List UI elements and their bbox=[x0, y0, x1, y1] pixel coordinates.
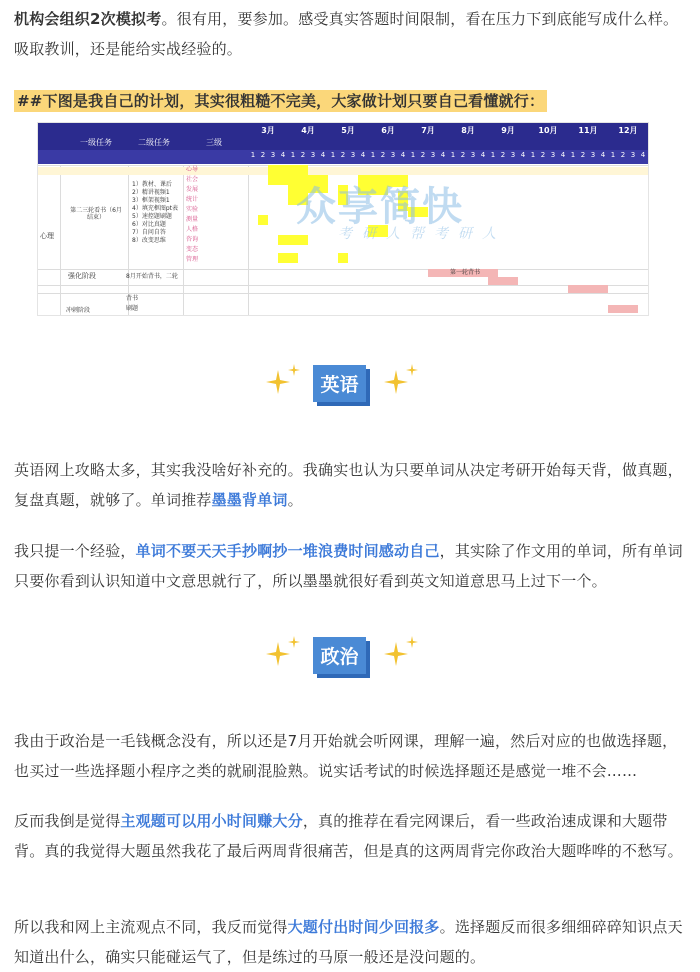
gantt-stage3-item: 背书 bbox=[126, 295, 139, 302]
grid-line bbox=[38, 293, 648, 294]
gantt-month-label: 7月 bbox=[421, 126, 435, 135]
gantt-stage1-name: 第二三轮看书（6月结束） bbox=[70, 207, 122, 221]
english-p1-end: 。 bbox=[287, 491, 303, 509]
gantt-schedule-bar bbox=[568, 285, 608, 293]
intro-paragraph bbox=[14, 4, 684, 64]
plan-heading-text: ##下图是我自己的计划，其实很粗糙不完美，大家做计划只要自己看懂就行： bbox=[14, 90, 547, 112]
gantt-week-label: 2 bbox=[380, 151, 386, 159]
gantt-week-label: 1 bbox=[290, 151, 296, 159]
english-p2-text: 我只提一个经验， bbox=[14, 542, 136, 560]
gantt-week-label: 1 bbox=[330, 151, 336, 159]
gantt-schedule-block bbox=[278, 253, 298, 263]
gantt-week-label: 4 bbox=[360, 151, 366, 159]
grid-line bbox=[248, 165, 249, 315]
study-plan-gantt-image bbox=[37, 122, 649, 316]
gantt-week-label: 3 bbox=[550, 151, 556, 159]
gantt-stage3-name: 冲刺阶段 bbox=[66, 307, 91, 314]
gantt-month-label: 4月 bbox=[301, 126, 315, 135]
gantt-week-label: 3 bbox=[270, 151, 276, 159]
politics-paragraph-2 bbox=[14, 806, 684, 866]
gantt-month-label: 5月 bbox=[341, 126, 355, 135]
gantt-week-label: 1 bbox=[450, 151, 456, 159]
gantt-subject-item: 变态 bbox=[186, 246, 199, 253]
gantt-week-label: 1 bbox=[250, 151, 256, 159]
gantt-month-label: 6月 bbox=[381, 126, 395, 135]
gantt-week-label: 1 bbox=[490, 151, 496, 159]
politics-paragraph-3 bbox=[14, 912, 684, 972]
gantt-top-band bbox=[38, 167, 648, 175]
gantt-subject-item: 发展 bbox=[186, 186, 199, 193]
gantt-stage1-item: 8）改变思维 bbox=[132, 237, 166, 244]
politics-p3-end: 。选择题反而很多细细碎碎知识点天知道出什么，确实只能碰运气了，但是练过的马原一般还是没问题的。 bbox=[14, 918, 683, 966]
gantt-subject-item: 统计 bbox=[186, 196, 199, 203]
gantt-col-level3: 三级 bbox=[206, 138, 222, 147]
section-title-english bbox=[0, 356, 700, 416]
intro-bold: 机构会组织2次模拟考 bbox=[14, 10, 162, 28]
gantt-week-label: 1 bbox=[530, 151, 536, 159]
gantt-week-label: 3 bbox=[630, 151, 636, 159]
grid-line bbox=[38, 165, 648, 166]
watermark-logo-text: 众享简快 bbox=[296, 184, 464, 230]
gantt-week-label: 2 bbox=[540, 151, 546, 159]
gantt-stage1-item: 2）精讲视频1 bbox=[132, 189, 170, 196]
gantt-week-label: 4 bbox=[640, 151, 646, 159]
gantt-week-label: 3 bbox=[590, 151, 596, 159]
gantt-week-label: 4 bbox=[520, 151, 526, 159]
gantt-week-label: 4 bbox=[600, 151, 606, 159]
politics-p3-text: 所以我和网上主流观点不同，我反而觉得 bbox=[14, 918, 288, 936]
gantt-week-label: 2 bbox=[620, 151, 626, 159]
gantt-week-label: 3 bbox=[430, 151, 436, 159]
gantt-month-label: 3月 bbox=[261, 126, 275, 135]
gantt-col-level1: 一级任务 bbox=[80, 138, 112, 147]
english-p1-text: 英语网上攻略太多，其实我没啥好补充的。我确实也认为只要单词从决定考研开始每天背，做真题，复盘真题，就够了。单词推荐 bbox=[14, 461, 683, 509]
gantt-schedule-block bbox=[258, 215, 268, 225]
gantt-stage1-item: 7）自问自答 bbox=[132, 229, 166, 236]
gantt-stage2-name: 强化阶段 bbox=[68, 272, 96, 280]
section-title-politics bbox=[0, 628, 700, 688]
gantt-subject-item: 社会 bbox=[186, 176, 199, 183]
gantt-week-label: 3 bbox=[310, 151, 316, 159]
gantt-week-label: 2 bbox=[260, 151, 266, 159]
gantt-stage3-item: 刷题 bbox=[126, 305, 139, 312]
grid-line bbox=[183, 165, 184, 315]
politics-p2-text: 反而我倒是觉得 bbox=[14, 812, 121, 830]
gantt-week-label: 2 bbox=[500, 151, 506, 159]
gantt-stage1-item: 4）填充框图pt表 bbox=[132, 205, 178, 212]
gantt-subject-item: 测量 bbox=[186, 216, 199, 223]
gantt-week-label: 4 bbox=[280, 151, 286, 159]
politics-p3-highlight: 大题付出时间少回报多 bbox=[287, 918, 440, 936]
grid-line bbox=[38, 269, 648, 270]
intro-rest: 。很有用，要参加。感受真实答题时间限制，看在压力下到底能写成什么样。吸取教训，还是能给实战经验的。 bbox=[14, 10, 679, 58]
gantt-schedule-bar bbox=[608, 305, 638, 313]
grid-line bbox=[38, 285, 648, 286]
gantt-month-label: 8月 bbox=[461, 126, 475, 135]
sparkle-icon bbox=[266, 364, 302, 394]
gantt-week-label: 3 bbox=[510, 151, 516, 159]
grid-line bbox=[60, 165, 61, 315]
grid-line bbox=[128, 165, 129, 315]
plan-heading bbox=[14, 86, 684, 116]
english-paragraph-2 bbox=[14, 536, 684, 596]
gantt-subject-item: 咨询 bbox=[186, 236, 199, 243]
sparkle-icon bbox=[384, 636, 420, 666]
gantt-stage2-bar-label: 第一轮背书 bbox=[450, 269, 481, 276]
gantt-week-label: 3 bbox=[350, 151, 356, 159]
gantt-stage1-item: 5）速控题刷题 bbox=[132, 213, 172, 220]
gantt-schedule-bar bbox=[488, 277, 518, 285]
politics-p2-highlight: 主观题可以用小时间赚大分 bbox=[120, 812, 303, 830]
gantt-week-label: 2 bbox=[580, 151, 586, 159]
english-p2-end: ，其实除了作文用的单词，所有单词只要你看到认识知道中文意思就行了，所以墨墨就很好看到英文知道意思马上过下一个。 bbox=[14, 542, 683, 590]
politics-paragraph-1: 我由于政治是一毛钱概念没有，所以还是7月开始就会听网课，理解一遍，然后对应的也做选择题，也买过一些选择题小程序之类的就刷混脸熟。说实话考试的时候选择题还是感觉一堆不会…… bbox=[14, 732, 678, 780]
sparkle-icon bbox=[384, 364, 420, 394]
section-badge-politics: 政治 bbox=[313, 637, 366, 674]
gantt-month-label: 11月 bbox=[578, 126, 598, 135]
gantt-week-label: 2 bbox=[420, 151, 426, 159]
gantt-subject-item: 心导 bbox=[186, 166, 199, 173]
sparkle-icon bbox=[266, 636, 302, 666]
gantt-stage1-item: 1）教材、课后 bbox=[132, 181, 172, 188]
gantt-col-level2: 二级任务 bbox=[138, 138, 170, 147]
gantt-week-label: 3 bbox=[470, 151, 476, 159]
gantt-subject-item: 实验 bbox=[186, 206, 199, 213]
gantt-week-label: 1 bbox=[410, 151, 416, 159]
gantt-week-label: 4 bbox=[480, 151, 486, 159]
gantt-month-label: 10月 bbox=[538, 126, 558, 135]
politics-p2-end: ，真的推荐在看完网课后，看一些政治速成课和大题带背。真的我觉得大题虽然我花了最后两周背很痛苦，但是真的这两周背完你政治大题哗哗的不愁写。 bbox=[14, 812, 683, 860]
gantt-stage2-task: 8月开始背书，二轮 bbox=[126, 273, 178, 280]
gantt-week-label: 1 bbox=[610, 151, 616, 159]
gantt-week-label: 3 bbox=[390, 151, 396, 159]
gantt-stage1-item: 6）对比真题 bbox=[132, 221, 166, 228]
watermark-slogan: 考研人帮考研人 bbox=[338, 226, 506, 242]
gantt-subject-item: 人格 bbox=[186, 226, 199, 233]
gantt-week-label: 1 bbox=[570, 151, 576, 159]
gantt-week-label: 2 bbox=[460, 151, 466, 159]
gantt-month-label: 12月 bbox=[618, 126, 638, 135]
gantt-week-label: 4 bbox=[400, 151, 406, 159]
gantt-week-label: 2 bbox=[340, 151, 346, 159]
gantt-subject: 心理 bbox=[40, 232, 54, 240]
gantt-subject-item: 管理 bbox=[186, 256, 199, 263]
gantt-week-label: 1 bbox=[370, 151, 376, 159]
section-badge-english: 英语 bbox=[313, 365, 366, 402]
english-p2-highlight: 单词不要天天手抄啊抄一堆浪费时间感动自己 bbox=[135, 542, 440, 560]
gantt-schedule-block bbox=[278, 235, 308, 245]
english-paragraph-1 bbox=[14, 455, 684, 515]
gantt-month-label: 9月 bbox=[501, 126, 515, 135]
gantt-week-label: 4 bbox=[440, 151, 446, 159]
english-p1-highlight: 墨墨背单词 bbox=[211, 491, 288, 509]
gantt-schedule-block bbox=[338, 253, 348, 263]
gantt-stage1-item: 3）框架视频1 bbox=[132, 197, 170, 204]
gantt-week-label: 4 bbox=[560, 151, 566, 159]
gantt-week-label: 4 bbox=[320, 151, 326, 159]
gantt-week-label: 2 bbox=[300, 151, 306, 159]
